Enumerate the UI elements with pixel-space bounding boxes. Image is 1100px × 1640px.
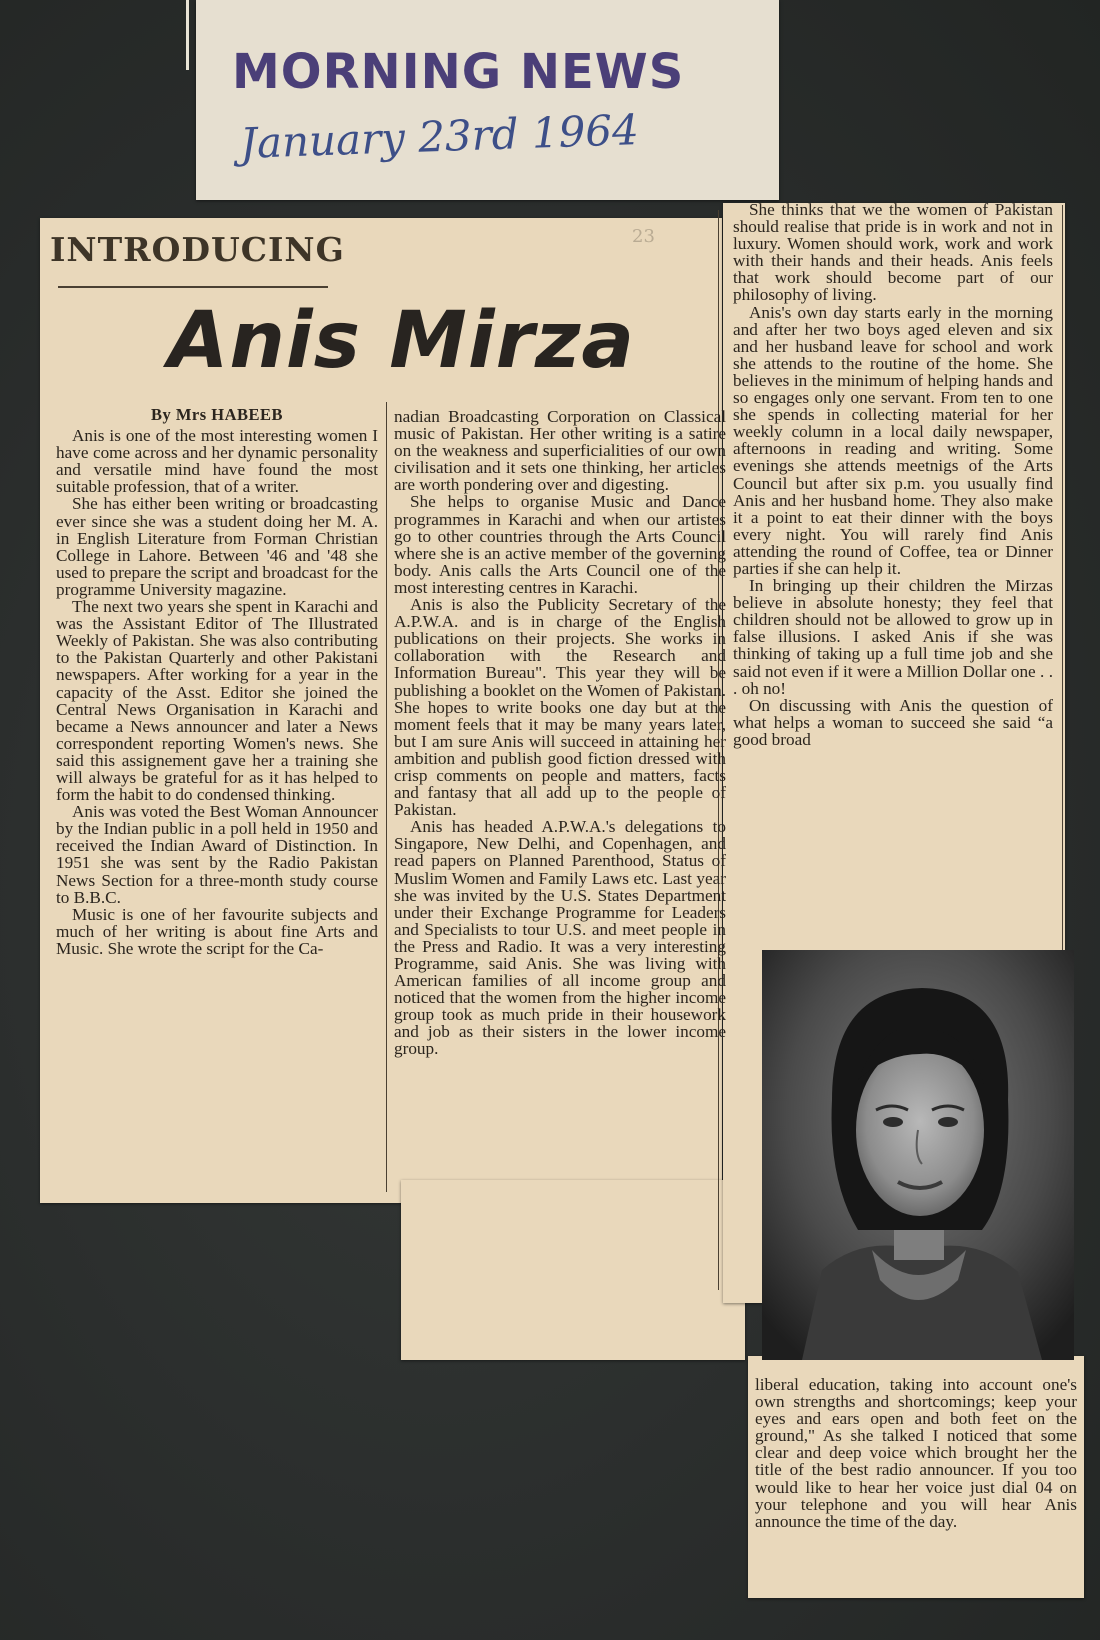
paragraph: She has either been writing or broadcasting ever since she was a student doing her M. A. in English Literature from Forman Christian College in Lahore. Between '46 and '48 she used to prepare the script and broadcast for the programme University magazine. (56, 494, 378, 599)
paragraph: She helps to organise Music and Dance programmes in Karachi and when our artistes go to other countries through the Arts Council where she is an active member of the governing body. Anis calls the Arts Council one of the most interesting centres in Karachi. (394, 492, 726, 597)
article-clipping-column-tail (401, 1180, 745, 1360)
article-column-1 (56, 405, 378, 958)
paragraph: On discussing with Anis the question of what helps a woman to succeed she said “a good broad (733, 695, 1053, 749)
paragraph: In bringing up their children the Mirzas believe in absolute honesty; they feel that children should not be allowed to grow up in false illusions. I asked Anis if she was thinking of taking up a full time job and she said not even if it were a Million Dollar one . . . oh no! (733, 576, 1053, 698)
paragraph: She thinks that we the women of Pakistan should realise that pride is in work and not in luxury. Women should work, work and work with their hands and their heads. Anis feels that work should become part of our philosophy of living. (733, 200, 1053, 305)
article-column-4 (755, 1376, 1077, 1530)
paragraph: nadian Broadcasting Corporation on Classical music of Pakistan. Her other writing is a satire on the weakness and superficialities of our own civilisation and it sets one thinking, her articles are worth pondering over and digesting. (394, 407, 726, 495)
byline: By Mrs HABEEB (150, 405, 284, 424)
paragraph: Anis was voted the Best Woman Announcer by the Indian public in a poll held in 1950 and received the Indian Award of Distinction. In 1951 she was sent by the Radio Pakistan News Section for a three-month study course to B.B.C. (56, 802, 378, 907)
section-kicker: INTRODUCING (50, 230, 345, 269)
paragraph: Music is one of her favourite subjects and much of her writing is about fine Arts and Music. She wrote the script for the Ca- (56, 904, 378, 958)
portrait-photo (762, 950, 1074, 1360)
paragraph: The next two years she spent in Karachi and was the Assistant Editor of The Illustrated Weekly of Pakistan. She was also contributing to the Pakistan Quarterly and other Pakistani newspapers. After working for a year in the capacity of the Asst. Editor she joined the Central News Organisation in Karachi and became a News announcer and later a News correspondent reporting Women's news. She said this assignement gave her a training she will always be grateful for as it has helped to form the habit to do condensed thinking. (56, 597, 378, 805)
paragraph: Anis is also the Publicity Secretary of the A.P.W.A. and is in charge of the English publications on their projects. She works in collaboration with the Research and Information Bureau". This year they will be publishing a booklet on the Women of Pakistan. She hopes to write books one day but at the moment feels that it may be many years later, but I am sure Anis will succeed in attaining her ambition and publish good fiction dressed with crisp comments on people and matters, facts and fantasy that all add up to the people of Pakistan. (394, 595, 726, 820)
paragraph: Anis is one of the most interesting women I have come across and her dynamic personality and versatile mind have found the most suitable profession, that of a writer. (56, 426, 378, 497)
article-column-2 (394, 408, 726, 1058)
handwritten-date: January 23rd 1964 (239, 105, 640, 168)
article-headline: Anis Mirza (168, 296, 636, 386)
paragraph: Anis has headed A.P.W.A.'s delegations to Singapore, New Delhi, and Copenhagen, and read papers on Planned Parenthood, Status of Muslim Women and Family Laws etc. Last year she was invited by the U.S. States Department under their Exchange Programme for Leaders and Specialists to tour U.S. and meet people in the Press and Radio. It was a very interesting Programme, said Anis. She was living with American families of all income group and noticed that the women from the higher income group took as much pride in their housework and job as their sisters in the lower income group. (394, 817, 726, 1059)
portrait-photo-image (762, 950, 1074, 1360)
article-column-3 (733, 201, 1053, 748)
page-number-mark: 23 (632, 226, 655, 247)
paragraph: liberal education, taking into account one's own strengths and shortcomings; keep your eyes and ears open and both feet on the ground," As she talked I noticed that some clear and deep voice which brought her the title of the best radio announcer. If you too would like to hear her voice just dial 04 on your telephone and you will hear Anis announce the time of the day. (755, 1375, 1077, 1531)
page-edge-mark (186, 0, 189, 70)
kicker-underline (58, 286, 328, 288)
masthead-clipping (196, 0, 779, 200)
newspaper-masthead: MORNING NEWS (232, 44, 685, 100)
column-rule (386, 402, 387, 1192)
paragraph: Anis's own day starts early in the morning and after her two boys aged eleven and six and her husband leave for school and work she attends to the routine of the home. She believes in the minimum of helping hands and so engages only one servant. From ten to one she spends in collecting material for her weekly column in a local daily newspaper, afternoons in reading and writing. Some evenings she attends meetnigs of the Arts Council but after six p.m. you usually find Anis and her husband home. They also make it a point to eat their dinner with the boys every night. You will rarely find Anis attending the round of Coffee, tea or Dinner parties if she can help it. (733, 302, 1053, 578)
